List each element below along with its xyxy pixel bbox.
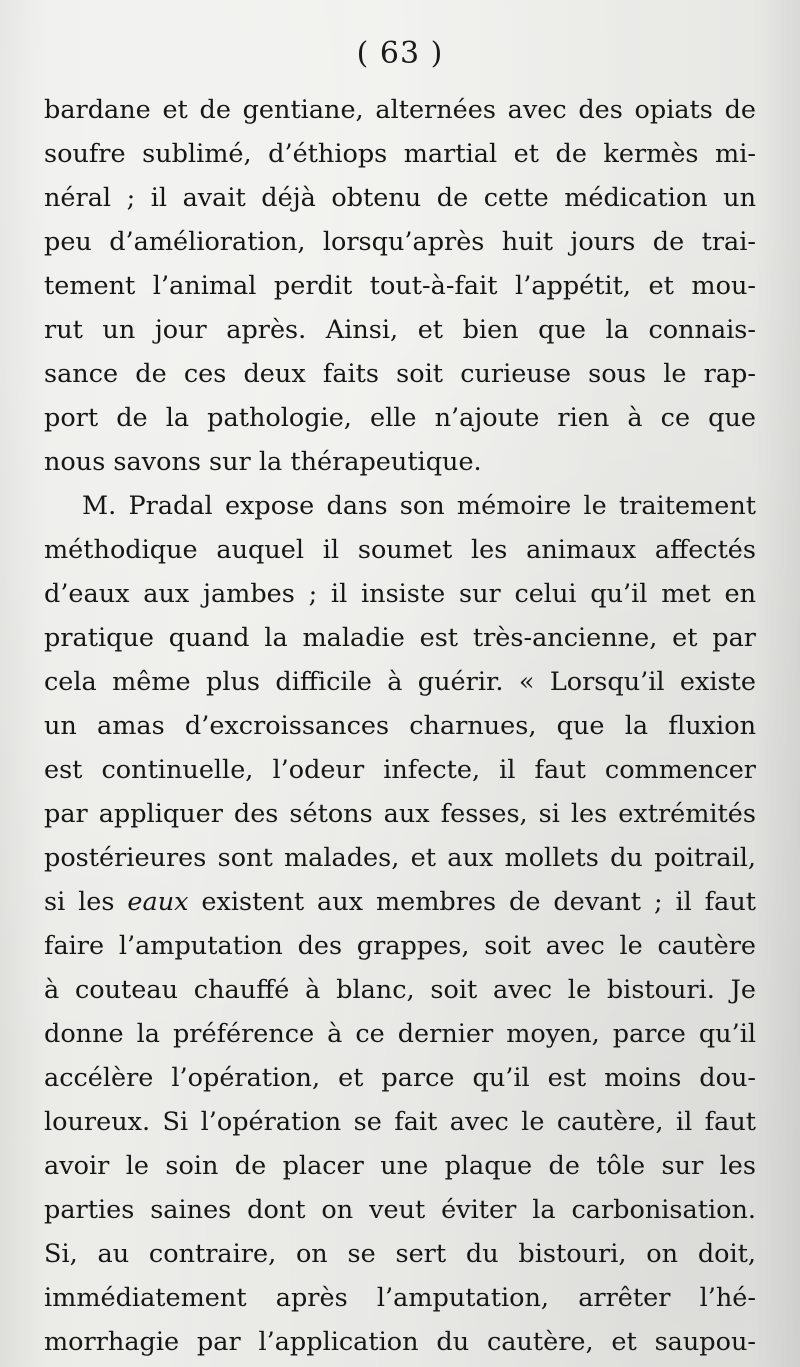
- text-line: méthodique auquel il soumet les animaux affectés: [44, 535, 756, 565]
- text-line: tement l’animal perdit tout-à-fait l’appétit, et mou-: [44, 271, 756, 301]
- text-line: [44, 880, 756, 924]
- text-line: peu d’amélioration, lorsqu’après huit jours de trai-: [44, 227, 756, 257]
- italic-word: eaux: [127, 887, 189, 917]
- text-line: Si, au contraire, on se sert du bistouri, on doit,: [44, 1239, 756, 1269]
- text-line: néral ; il avait déjà obtenu de cette médication un: [44, 183, 756, 213]
- text-line: accélère l’opération, et parce qu’il est moins dou-: [44, 1063, 756, 1093]
- text-line: parties saines dont on veut éviter la carbonisation.: [44, 1195, 756, 1225]
- text-line: morrhagie par l’application du cautère, et saupou-: [44, 1327, 756, 1357]
- text-line: pratique quand la maladie est très-ancienne, et par: [44, 623, 756, 653]
- text-line: d’eaux aux jambes ; il insiste sur celui qu’il met en: [44, 579, 756, 609]
- text-line: loureux. Si l’opération se fait avec le cautère, il faut: [44, 1107, 756, 1137]
- text-line: soufre sublimé, d’éthiops martial et de kermès mi-: [44, 139, 756, 169]
- text-line: un amas d’excroissances charnues, que la fluxion: [44, 711, 756, 741]
- text-line: faire l’amputation des grappes, soit avec le cautère: [44, 931, 756, 961]
- text-line: cela même plus difficile à guérir. « Lorsqu’il existe: [44, 667, 756, 697]
- text-line: postérieures sont malades, et aux mollets du poitrail,: [44, 843, 756, 873]
- text-line: à couteau chauffé à blanc, soit avec le bistouri. Je: [44, 975, 756, 1005]
- text-line: bardane et de gentiane, alternées avec des opiats de: [44, 95, 756, 125]
- body-text: [44, 88, 756, 1364]
- text-line: port de la pathologie, elle n’ajoute rien à ce que: [44, 403, 756, 433]
- text-line: est continuelle, l’odeur infecte, il faut commencer: [44, 755, 756, 785]
- text-line: avoir le soin de placer une plaque de tôle sur les: [44, 1151, 756, 1181]
- text-line: sance de ces deux faits soit curieuse sous le rap-: [44, 359, 756, 389]
- text-fragment: existent aux membres de devant ; il faut: [188, 887, 756, 917]
- text-fragment: si les: [44, 887, 128, 917]
- paragraph-last-line: nous savons sur la thérapeutique.: [44, 447, 482, 477]
- text-line: par appliquer des sétons aux fesses, si les extrémités: [44, 799, 756, 829]
- paragraph-first-line: M. Pradal expose dans son mémoire le traitement: [82, 491, 756, 521]
- page-number: ( 63 ): [356, 36, 444, 71]
- text-line: donne la préférence à ce dernier moyen, parce qu’il: [44, 1019, 756, 1049]
- text-line: immédiatement après l’amputation, arrêter l’hé-: [44, 1283, 756, 1313]
- text-line: rut un jour après. Ainsi, et bien que la connais-: [44, 315, 756, 345]
